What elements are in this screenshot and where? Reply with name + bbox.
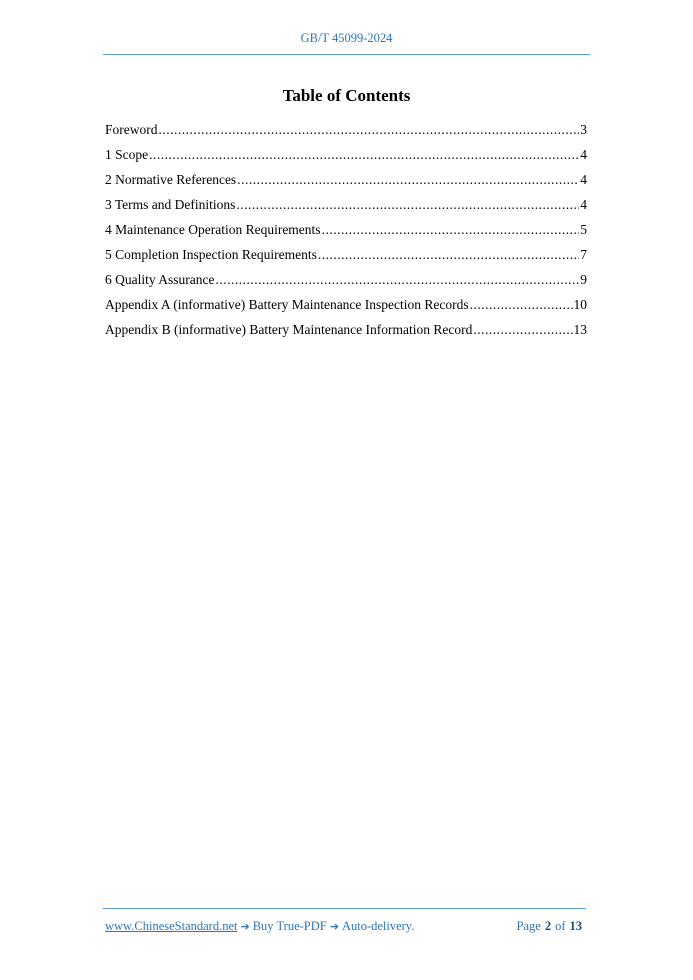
toc-entry-page: 4	[580, 197, 587, 212]
toc-dot-leader	[149, 146, 579, 163]
arrow-right-icon: ➔	[329, 920, 339, 933]
toc-entry-page: 4	[580, 147, 587, 162]
total-pages-number: 13	[569, 919, 582, 933]
toc-entry-page: 4	[580, 172, 587, 187]
toc-entry-page: 10	[573, 297, 587, 312]
page-label: Page	[516, 919, 541, 933]
toc-dot-leader	[159, 121, 580, 138]
toc-entry-page: 5	[580, 222, 587, 237]
toc-entry-page: 7	[580, 247, 587, 262]
toc-entry-scope[interactable]	[105, 146, 587, 171]
page-indicator	[517, 917, 586, 935]
toc-entry-text: 4 Maintenance Operation Requirements	[105, 222, 321, 237]
toc-entry-text: 6 Quality Assurance	[105, 272, 215, 287]
toc-entry-normative-references[interactable]	[105, 171, 587, 196]
toc-entry-page: 9	[580, 272, 587, 287]
toc-dot-leader	[237, 171, 579, 188]
toc-entry-appendix-b[interactable]	[105, 321, 587, 346]
toc-entry-terms-definitions[interactable]	[105, 196, 587, 221]
toc-dot-leader	[215, 271, 579, 288]
toc-entry-quality-assurance[interactable]	[105, 271, 587, 296]
site-link[interactable]: www.ChineseStandard.net	[105, 919, 238, 933]
toc-entry-text: 1 Scope	[105, 147, 149, 162]
toc-entry-page: 3	[580, 122, 587, 137]
of-label: of	[555, 919, 566, 933]
header-divider	[103, 54, 590, 55]
toc-entry-maintenance-operation[interactable]	[105, 221, 587, 246]
footer-promo	[105, 917, 414, 936]
toc-dot-leader	[470, 296, 573, 313]
toc-entry-text: 5 Completion Inspection Requirements	[105, 247, 317, 262]
footer-divider	[103, 908, 586, 909]
toc-entry-foreword[interactable]	[105, 121, 587, 146]
toc-dot-leader	[318, 246, 579, 263]
toc-entry-text: 2 Normative References	[105, 172, 237, 187]
toc-entry-text: Foreword	[105, 122, 158, 137]
toc-dot-leader	[322, 221, 580, 238]
arrow-right-icon: ➔	[240, 920, 250, 933]
toc-entry-appendix-a[interactable]	[105, 296, 587, 321]
toc-entry-text: 3 Terms and Definitions	[105, 197, 236, 212]
toc-entry-page: 13	[573, 322, 587, 337]
auto-delivery-text: Auto-delivery.	[341, 919, 415, 933]
page-header: GB/T 45099-2024	[300, 31, 393, 45]
page-footer	[105, 917, 586, 935]
toc-entry-text: Appendix B (informative) Battery Maintenance Information Record	[105, 322, 473, 337]
toc-list	[105, 121, 587, 346]
toc-dot-leader	[473, 321, 572, 338]
toc-entry-completion-inspection[interactable]	[105, 246, 587, 271]
toc-entry-text: Appendix A (informative) Battery Maintenance Inspection Records	[105, 297, 469, 312]
current-page-number: 2	[544, 919, 552, 933]
toc-title: Table of Contents	[282, 86, 411, 105]
toc-dot-leader	[236, 196, 579, 213]
buy-true-pdf-text: Buy True-PDF	[252, 919, 327, 933]
